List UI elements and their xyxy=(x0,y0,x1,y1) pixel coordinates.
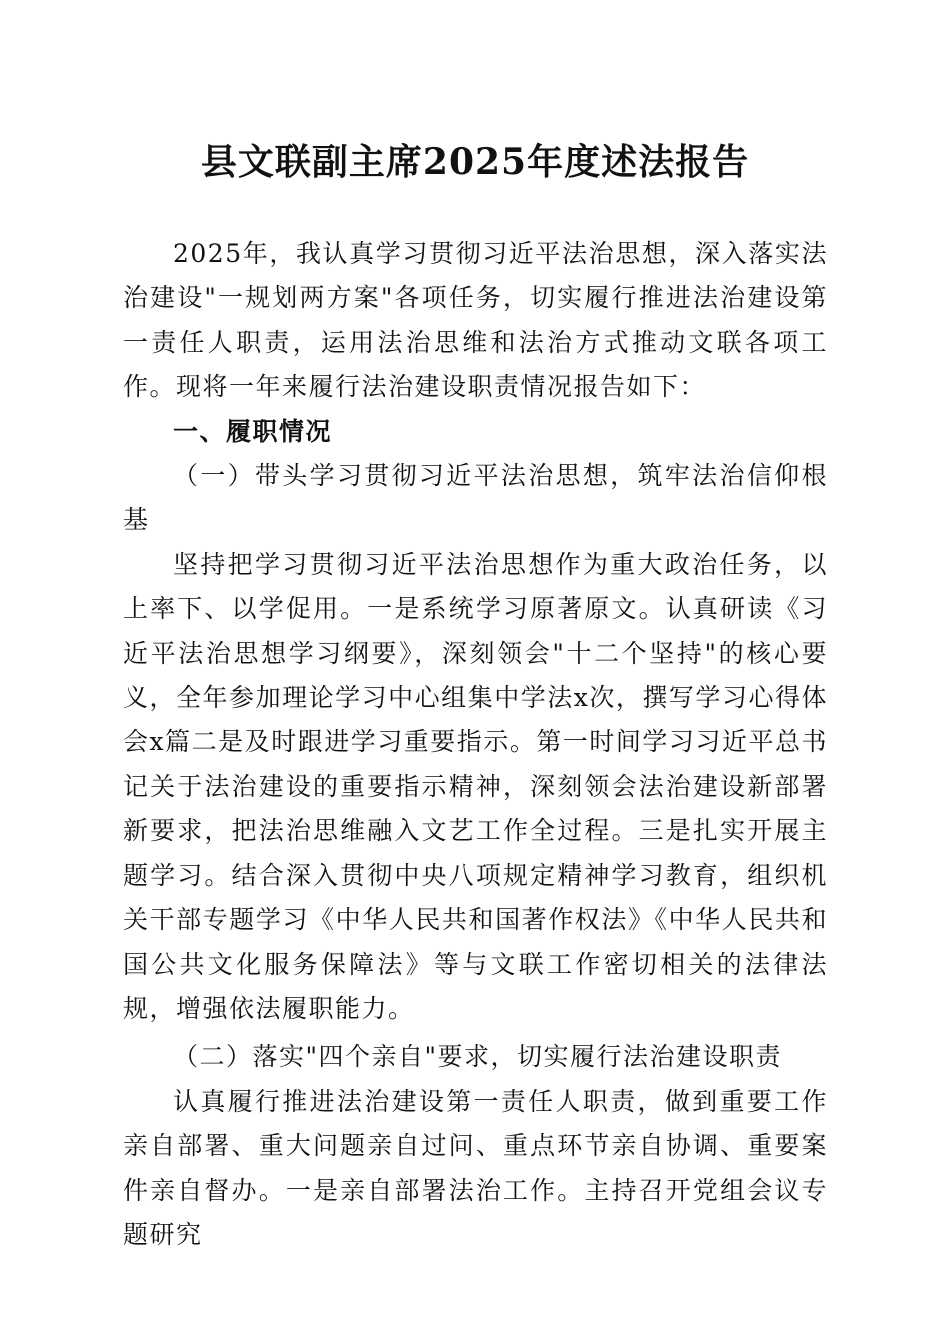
section-heading-1: 一、履职情况 xyxy=(173,416,333,446)
subsection-1-paragraph: 坚持把学习贯彻习近平法治思想作为重大政治任务，以上率下、以学促用。一是系统学习原著原文。认真研读《习近平法治思想学习纲要》，深刻领会"十二个坚持"的核心要义，全年参加理论学习中心组集中学法x次，撰写学习心得体会x篇二是及时跟进学习重要指示。第一时间学习习近平总书记关于法治建设的重要指示精神，深刻领会法治建设新部署新要求，把法治思维融入文艺工作全过程。三是扎实开展主题学习。结合深入贯彻中央八项规定精神学习教育，组织机关干部专题学习《中华人民共和国著作权法》《中华人民共和国公共文化服务保障法》等与文联工作密切相关的法律法规，增强依法履职能力。 xyxy=(123,549,828,1023)
document-title: 县文联副主席2025年度述法报告 xyxy=(200,141,750,183)
subsection-heading-1: （一）带头学习贯彻习近平法治思想，筑牢法治信仰根基 xyxy=(123,461,828,535)
subsection-2-paragraph: 认真履行推进法治建设第一责任人职责，做到重要工作亲自部署、重大问题亲自过问、重点环节亲自协调、重要案件亲自督办。一是亲自部署法治工作。主持召开党组会议专题研究 xyxy=(123,1086,828,1249)
document-body xyxy=(123,232,828,1257)
subsection-heading-2: （二）落实"四个亲自"要求，切实履行法治建设职责 xyxy=(173,1042,783,1072)
intro-paragraph: 2025年，我认真学习贯彻习近平法治思想，深入落实法治建设"一规划两方案"各项任务，切实履行推进法治建设第一责任人职责，运用法治思维和法治方式推动文联各项工作。现将一年来履行法治建设职责情况报告如下： xyxy=(123,239,828,402)
